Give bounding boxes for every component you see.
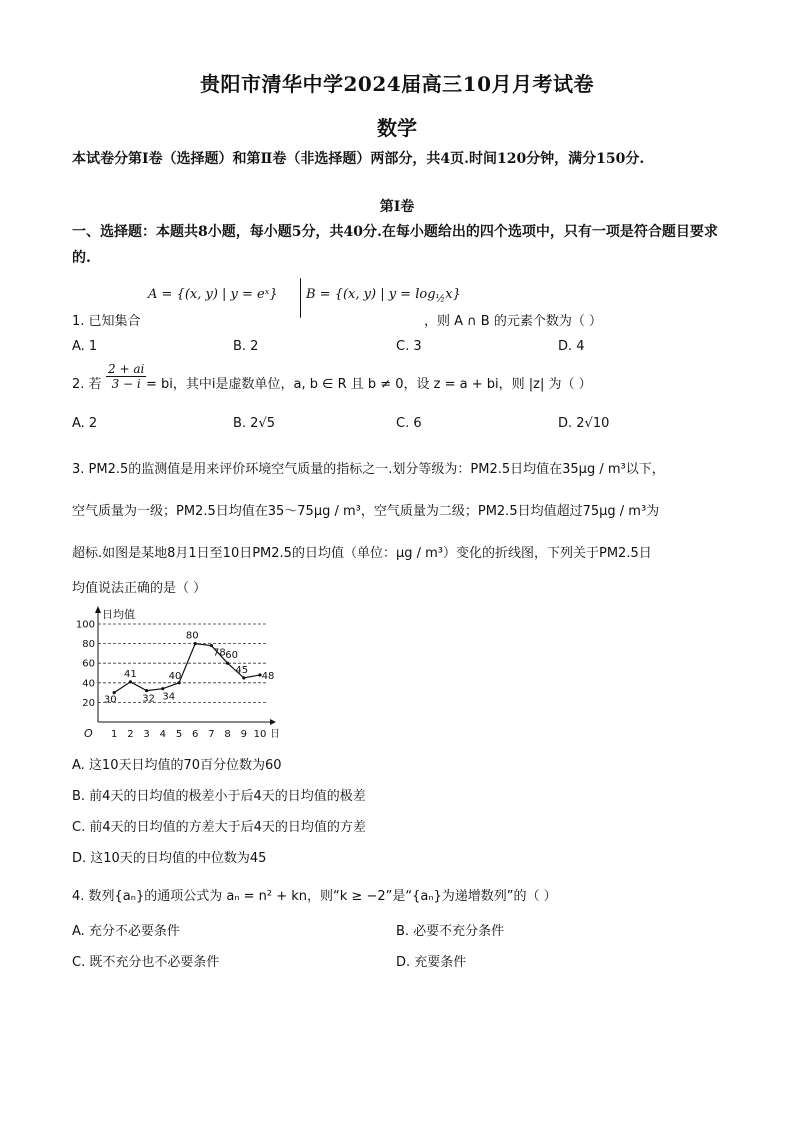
q1-brace-left (300, 278, 302, 318)
data-point (145, 689, 148, 692)
q2-option-d: D. 2√10 (558, 416, 610, 431)
q2-option-c: C. 6 (396, 416, 422, 431)
data-label: 80 (185, 630, 199, 642)
x-tick-label: 2 (127, 729, 134, 740)
pm25-line-chart (70, 604, 290, 740)
x-tick-label: 10 (253, 729, 267, 740)
q1-option-d: D. 4 (558, 339, 585, 354)
q2-fraction-numerator: 2 + ai (108, 362, 145, 376)
q2-option-a: A. 2 (72, 416, 98, 431)
q3-option-c: C. 前4天的日均值的方差大于后4天的日均值的方差 (72, 820, 366, 835)
q3-option-b: B. 前4天的日均值的极差小于后4天的日均值的极差 (72, 789, 366, 804)
x-tick-label: 5 (175, 729, 183, 740)
q2-prefix: 2. 若 (72, 377, 102, 392)
y-tick-label: 100 (75, 619, 95, 631)
x-axis-arrow (270, 719, 276, 725)
q3-option-d: D. 这10天的日均值的中位数为45 (72, 851, 267, 866)
data-label: 48 (261, 670, 275, 682)
q1-option-b: B. 2 (233, 339, 259, 354)
q2-text: = bi，其中i是虚数单位，a, b ∈ R 且 b ≠ 0，设 z = a + bi，则 |z| 为（ ） (146, 377, 592, 392)
x-tick-label: 9 (240, 729, 247, 740)
data-label: 41 (124, 668, 137, 680)
x-tick-label: 4 (159, 729, 166, 740)
data-label: 78 (213, 647, 226, 659)
y-tick-label: 60 (82, 658, 95, 670)
q4-option-d: D. 充要条件 (396, 955, 467, 970)
q2-fraction (106, 362, 146, 391)
data-label: 40 (168, 670, 182, 682)
q4-option-a: A. 充分不必要条件 (72, 924, 180, 939)
q1-prefix: 1. 已知集合 (72, 314, 141, 329)
q4-option-c: C. 既不充分也不必要条件 (72, 955, 220, 970)
y-tick-label: 80 (82, 639, 95, 651)
data-point (129, 680, 132, 683)
exam-title: 贵阳市清华中学2024届高三10月月考试卷 (200, 72, 594, 96)
q1-option-a: A. 1 (72, 339, 98, 354)
q3-line-2: 空气质量为一级；PM2.5日均值在35～75μg / m³，空气质量为二级；PM2.5日均值超过75μg / m³为 (72, 504, 660, 519)
data-label: 60 (225, 650, 238, 662)
y-axis-label: 日均值 (102, 608, 135, 621)
q4-option-b: B. 必要不充分条件 (396, 924, 505, 939)
origin-label: O (84, 727, 93, 740)
q4-text: 4. 数列{aₙ}的通项公式为 aₙ = n² + kn，则“k ≥ −2”是“{aₙ}为递增数列”的（ ） (72, 889, 557, 904)
x-tick-label: 1 (111, 729, 118, 740)
q3-line-3: 超标.如图是某地8月1日至10日PM2.5的日均值（单位：μg / m³）变化的折线图，下列关于PM2.5日 (72, 546, 652, 561)
q1-set-b-suffix: x} (445, 287, 461, 302)
q3-line-1: 3. PM2.5的监测值是用来评价环境空气质量的指标之一.划分等级为：PM2.5日均值在35μg / m³以下， (72, 462, 665, 477)
q2-fraction-denominator: 3 − i (111, 377, 141, 391)
q1-set-a: A = {(x, y) | y = eˣ} (148, 287, 278, 302)
x-axis-label: 日 (270, 729, 280, 740)
x-tick-label: 8 (224, 729, 231, 740)
x-tick-label: 6 (192, 729, 199, 740)
y-tick-label: 20 (82, 697, 95, 709)
data-label: 30 (103, 694, 117, 706)
data-point (194, 642, 197, 645)
q1-set-b (306, 287, 461, 305)
x-tick-label: 3 (143, 729, 150, 740)
q3-line-4: 均值说法正确的是（ ） (72, 581, 207, 596)
data-point (242, 676, 245, 679)
x-tick-label: 7 (208, 729, 215, 740)
q1-suffix: ，则 A ∩ B 的元素个数为（ ） (424, 314, 602, 329)
data-point (161, 687, 164, 690)
section-heading: 一、选择题：本题共8小题，每小题5分，共40分.在每小题给出的四个选项中，只有一项是符合题目要求的. (72, 224, 718, 266)
data-point (226, 662, 229, 665)
q1-set-b-base: ½ (435, 293, 446, 305)
exam-intro: 本试卷分第Ⅰ卷（选择题）和第Ⅱ卷（非选择题）两部分，共4页.时间120分钟，满分150分. (72, 151, 645, 167)
y-axis-arrow (95, 606, 101, 613)
q2-option-b: B. 2√5 (233, 416, 276, 431)
data-label: 45 (235, 664, 249, 676)
subject-title: 数学 (377, 116, 417, 140)
y-tick-label: 40 (82, 678, 95, 690)
data-label: 34 (162, 691, 176, 703)
q3-option-a: A. 这10天日均值的70百分位数为60 (72, 758, 282, 773)
data-label: 32 (142, 693, 155, 705)
q1-set-b-prefix: B = {(x, y) | y = log (306, 287, 436, 302)
volume-heading: 第Ⅰ卷 (379, 199, 415, 215)
q1-option-c: C. 3 (396, 339, 422, 354)
